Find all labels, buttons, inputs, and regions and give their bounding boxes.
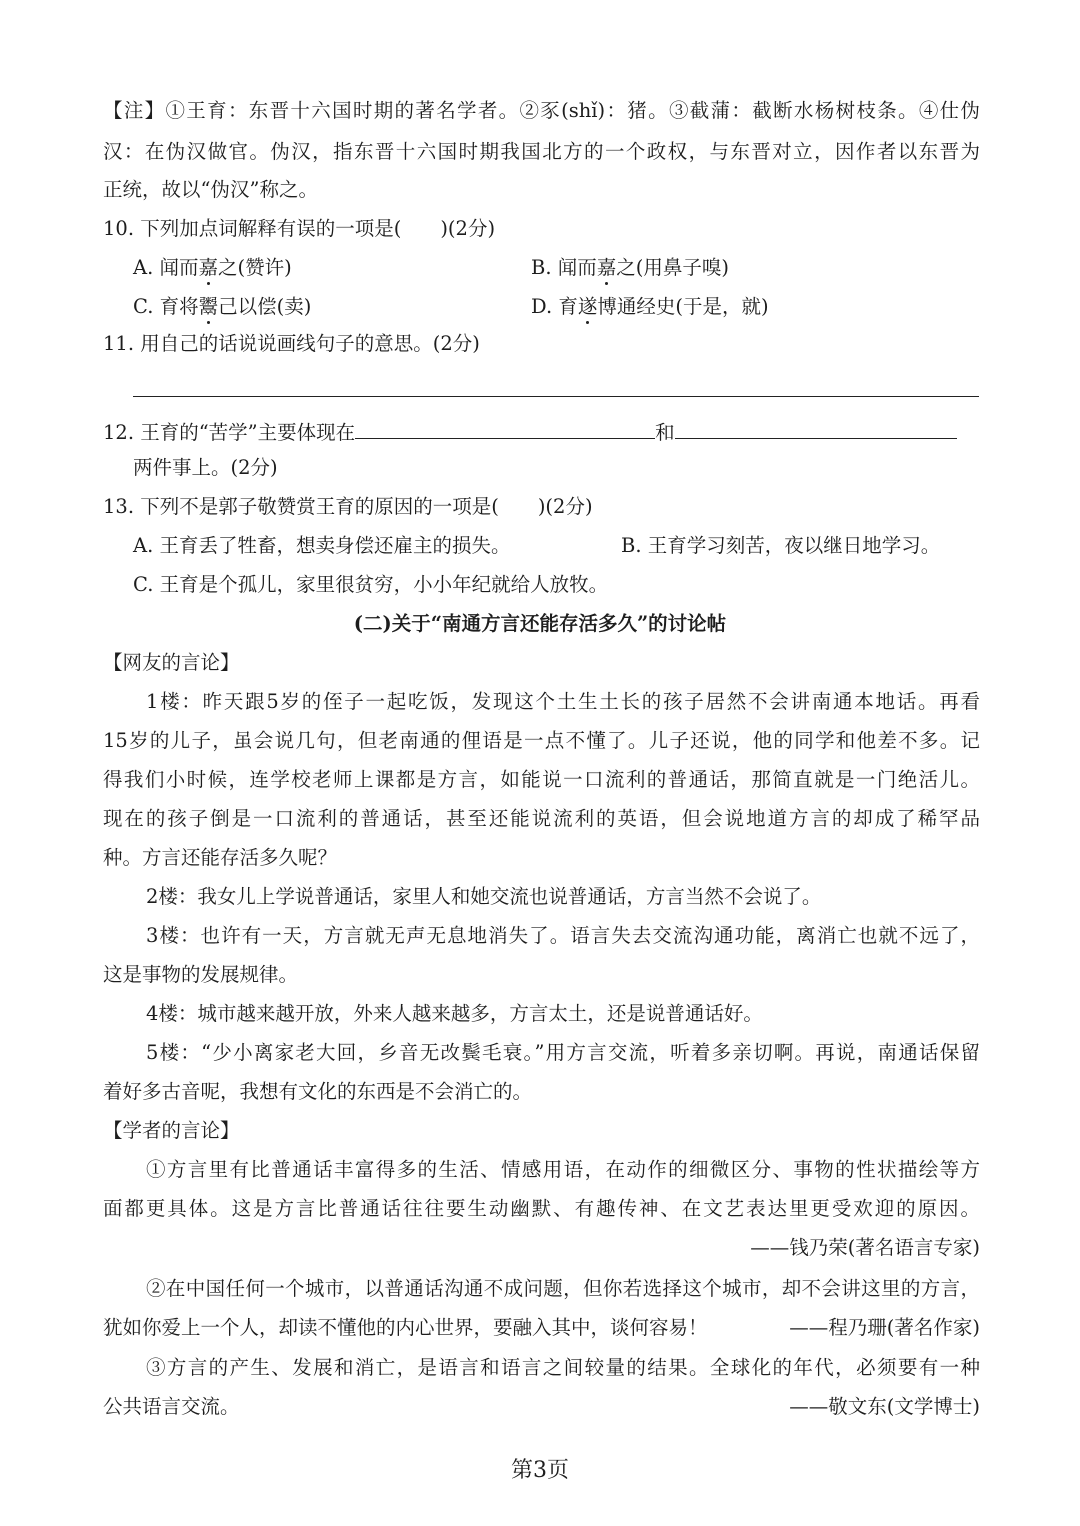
floor5-line-2: 着好多古音呢，我想有文化的东西是不会消亡的。: [103, 1080, 533, 1103]
note-line-1: 【注】①王育：东晋十六国时期的著名学者。②豕(shǐ)：猪。③截蒲：截断水杨树枝条。④仕伪: [103, 99, 980, 122]
q10-c-dotted-word: 鬻: [198, 295, 219, 318]
q10-b-pre: B. 闻而: [531, 256, 597, 279]
floor3-line-2: 这是事物的发展规律。: [103, 963, 299, 986]
q10-c-pre: C. 育将: [133, 295, 199, 318]
q13-option-c[interactable]: C. 王育是个孤儿，家里很贫穷，小小年纪就给人放牧。: [133, 573, 609, 596]
q10-a-post: 之(赞许): [218, 256, 292, 279]
scholar2-source: ——程乃珊(著名作家): [789, 1316, 980, 1339]
scholar1-line-2: 面都更具体。这是方言比普通话往往要生动幽默、有趣传神、在文艺表达里更受欢迎的原因。: [103, 1197, 980, 1220]
q10-b-dotted-word: 嘉: [596, 256, 617, 279]
netizens-heading: 【网友的言论】: [103, 651, 240, 674]
scholar3-line-2: 公共语言交流。: [103, 1395, 240, 1418]
q10-a-dotted-word: 嘉: [198, 256, 218, 279]
q12-stem-pre: 12. 王育的“苦学”主要体现在: [103, 421, 356, 444]
scholar1-source: ——钱乃荣(著名语言专家): [750, 1236, 980, 1259]
q10-option-a[interactable]: [133, 255, 292, 281]
q10-d-pre: D. 育: [531, 295, 578, 318]
q11-answer-line[interactable]: [133, 396, 979, 397]
q12-stem-post: 两件事上。(2分): [133, 456, 278, 479]
q10-option-b[interactable]: [531, 255, 729, 281]
floor2: 2楼：我女儿上学说普通话，家里人和她交流也说普通话，方言当然不会说了。: [146, 885, 822, 908]
scholar1-line-1: ①方言里有比普通话丰富得多的生活、情感用语，在动作的细微区分、事物的性状描绘等方: [146, 1158, 980, 1181]
scholar3-source: ——敬文东(文学博士): [789, 1395, 980, 1418]
note-line-3: 正统，故以“伪汉”称之。: [103, 178, 318, 201]
scholar3-line-1: ③方言的产生、发展和消亡，是语言和语言之间较量的结果。全球化的年代，必须要有一种: [146, 1356, 980, 1379]
floor4: 4楼：城市越来越开放，外来人越来越多，方言太土，还是说普通话好。: [146, 1002, 763, 1025]
section2-title: (二)关于“南通方言还能存活多久”的讨论帖: [353, 612, 727, 635]
q12-blank-2[interactable]: [675, 418, 957, 439]
floor1-line-4: 现在的孩子倒是一口流利的普通话，甚至还能说流利的英语，但会说地道方言的却成了稀罕品: [103, 807, 980, 830]
q10-a-pre: A. 闻而: [133, 256, 199, 279]
q11-stem: 11. 用自己的话说说画线句子的意思。(2分): [103, 332, 480, 355]
floor1-line-2: 15岁的儿子，虽会说几句，但老南通的俚语是一点不懂了。儿子还说，他的同学和他差不多。记: [103, 729, 980, 752]
q13-option-a[interactable]: A. 王育丢了牲畜，想卖身偿还雇主的损失。: [133, 534, 511, 557]
q10-stem: 10. 下列加点词解释有误的一项是( )(2分): [103, 217, 496, 240]
scholar2-line-2: 犹如你爱上一个人，却读不懂他的内心世界，要融入其中，谈何容易！: [103, 1316, 708, 1339]
floor1-line-5: 种。方言还能存活多久呢？: [103, 846, 338, 869]
scholars-heading: 【学者的言论】: [103, 1119, 240, 1142]
q10-d-dotted-word: 遂: [577, 295, 598, 318]
note-line-2: 汉：在伪汉做官。伪汉，指东晋十六国时期我国北方的一个政权，与东晋对立，因作者以东晋为: [103, 140, 980, 163]
floor1-line-3: 得我们小时候，连学校老师上课都是方言，如能说一口流利的普通话，那简直就是一门绝活儿。: [103, 768, 980, 791]
q10-d-post: 博通经史(于是，就): [597, 295, 769, 318]
q12-stem-mid: 和: [655, 421, 675, 444]
q12-line: [103, 418, 957, 446]
q10-b-post: 之(用鼻子嗅): [616, 256, 729, 279]
q10-c-post: 己以偿(卖): [218, 295, 312, 318]
floor5-line-1: 5楼：“少小离家老大回，乡音无改鬓毛衰。”用方言交流，听着多亲切啊。再说，南通话保留: [146, 1041, 980, 1064]
q10-option-c[interactable]: [133, 294, 311, 320]
floor1-line-1: 1楼：昨天跟5岁的侄子一起吃饭，发现这个土生土长的孩子居然不会讲南通本地话。再看: [146, 690, 980, 713]
q10-option-d[interactable]: [531, 294, 769, 320]
floor3-line-1: 3楼：也许有一天，方言就无声无息地消失了。语言失去交流沟通功能，离消亡也就不远了，: [146, 924, 980, 947]
q13-option-b[interactable]: B. 王育学习刻苦，夜以继日地学习。: [621, 534, 941, 557]
q13-stem: 13. 下列不是郭子敬赞赏王育的原因的一项是( )(2分): [103, 495, 593, 518]
page-number: 第3页: [511, 1458, 569, 1483]
q12-blank-1[interactable]: [355, 418, 655, 439]
scholar2-line-1: ②在中国任何一个城市，以普通话沟通不成问题，但你若选择这个城市，却不会讲这里的方言，: [146, 1277, 980, 1300]
